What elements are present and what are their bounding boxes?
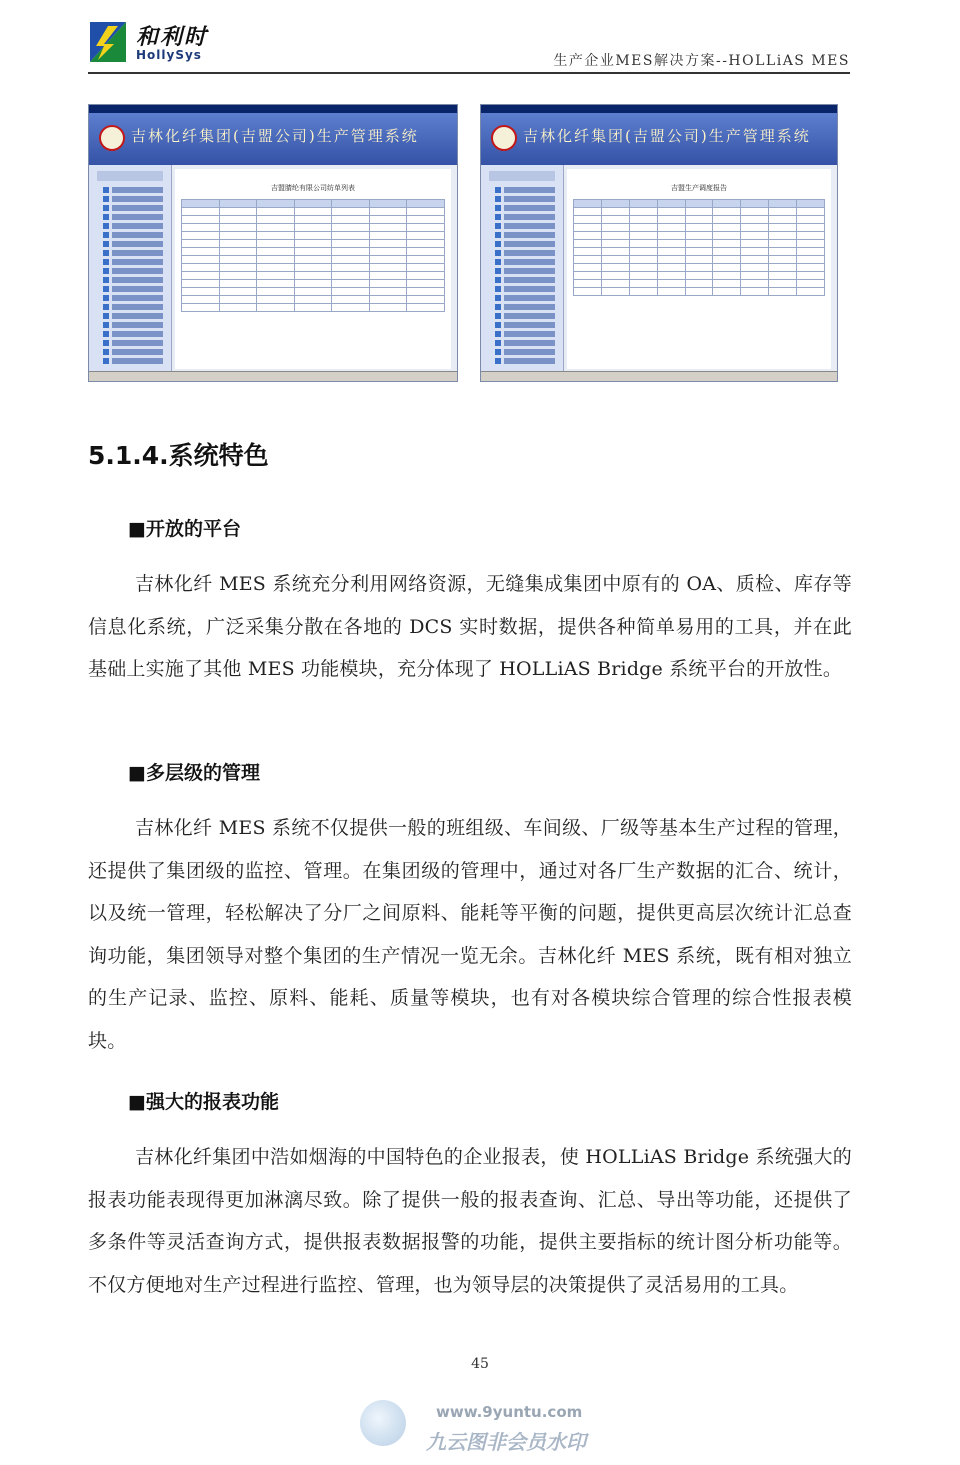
window-titlebar bbox=[481, 105, 837, 113]
screenshot-figures bbox=[88, 104, 858, 384]
paragraph-multilevel-management: 吉林化纤 MES 系统不仅提供一般的班组级、车间级、厂级等基本生产过程的管理，还提供了集团级的监控、管理。在集团级的管理中，通过对各厂生产数据的汇合、统计，以及统一管理，轻松解决了分厂之间原料、能耗等平衡的问题，提供更高层次统计汇总查询功能，集团领导对整个集团的生产情况一览无余。吉林化纤 MES 系统，既有相对独立的生产记录、监控、原料、能耗、质量等模块，也有对各模块综合管理的综合性报表模块。 bbox=[88, 817, 852, 1052]
screenshot-order-list bbox=[88, 104, 458, 382]
paragraph-reporting: 吉林化纤集团中浩如烟海的中国特色的企业报表，使 HOLLiAS Bridge 系统强大的报表功能表现得更加淋漓尽致。除了提供一般的报表查询、汇总、导出等功能，还提供了多条件等灵活查询方式，提供报表数据报警的功能，提供主要指标的统计图分析功能等。不仅方便地对生产过程进行监控、管理，也为领导层的决策提供了灵活易用的工具。 bbox=[88, 1146, 852, 1296]
subheading-reporting: ■强大的报表功能 bbox=[128, 1091, 279, 1113]
watermark-url: www.9yuntu.com bbox=[436, 1403, 583, 1421]
app-banner bbox=[89, 113, 457, 165]
report-area bbox=[567, 169, 831, 369]
subheading-multilevel-management: ■多层级的管理 bbox=[128, 762, 260, 784]
watermark-text: 九云图非会员水印 bbox=[426, 1430, 586, 1454]
app-banner-title: 吉林化纤集团(吉盟公司)生产管理系统 bbox=[131, 127, 419, 145]
hollysys-logo-icon bbox=[88, 20, 128, 64]
header-divider bbox=[88, 72, 850, 74]
subheading-open-platform: ■开放的平台 bbox=[128, 518, 241, 540]
app-banner-title: 吉林化纤集团(吉盟公司)生产管理系统 bbox=[523, 127, 811, 145]
function-tree bbox=[481, 165, 564, 371]
page-header bbox=[88, 18, 850, 78]
report-area bbox=[175, 169, 451, 369]
app-banner bbox=[481, 113, 837, 165]
tree-header bbox=[489, 171, 555, 181]
section-title: 5.1.4.系统特色 bbox=[88, 441, 269, 470]
app-logo-icon bbox=[491, 125, 517, 151]
hollysys-logo bbox=[88, 18, 218, 68]
logo-english: HollySys bbox=[136, 48, 202, 62]
page-number: 45 bbox=[471, 1356, 489, 1372]
paragraph-open-platform: 吉林化纤 MES 系统充分利用网络资源，无缝集成集团中原有的 OA、质检、库存等信息化系统，广泛采集分散在各地的 DCS 实时数据，提供各种简单易用的工具，并在此基础上实施了其他 MES 功能模块，充分体现了 HOLLiAS Bridge 系统平台的开放性。 bbox=[88, 573, 852, 680]
report-table bbox=[181, 199, 445, 312]
status-bar bbox=[89, 371, 457, 381]
app-logo-icon bbox=[99, 125, 125, 151]
watermark-cloud-icon bbox=[360, 1400, 406, 1446]
report-caption: 吉盟腈纶有限公司纺单列表 bbox=[271, 184, 355, 192]
screenshot-dispatch-report bbox=[480, 104, 838, 382]
document-title: 生产企业MES解决方案--HOLLiAS MES bbox=[553, 53, 850, 69]
tree-header bbox=[97, 171, 163, 181]
status-bar bbox=[481, 371, 837, 381]
report-caption: 吉盟生产调度报告 bbox=[671, 184, 727, 192]
window-titlebar bbox=[89, 105, 457, 113]
function-tree bbox=[89, 165, 172, 371]
logo-chinese: 和利时 bbox=[136, 24, 209, 50]
report-table bbox=[573, 199, 825, 296]
